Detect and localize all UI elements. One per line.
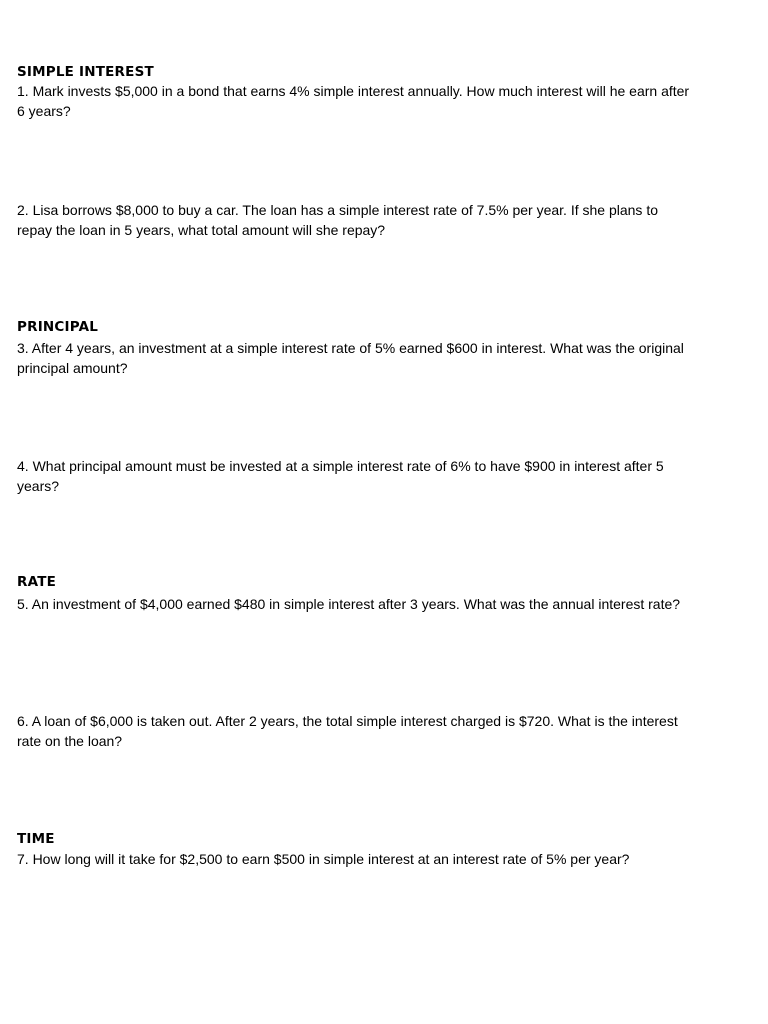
section-heading-simple-interest: SIMPLE INTEREST [17,64,154,80]
section-heading-rate: RATE [17,574,57,590]
question-3: 3. After 4 years, an investment at a simple interest rate of 5% earned $600 in interest. What was the original principal amount? [17,340,684,376]
section-heading-principal: PRINCIPAL [17,319,99,335]
question-2: 2. Lisa borrows $8,000 to buy a car. The loan has a simple interest rate of 7.5% per year. If she plans to repay the loan in 5 years, what total amount will she repay? [17,202,658,238]
question-5: 5. An investment of $4,000 earned $480 in simple interest after 3 years. What was the annual interest rate? [17,596,681,612]
question-4: 4. What principal amount must be invested at a simple interest rate of 6% to have $900 in interest after 5 years? [17,458,664,494]
section-heading-time: TIME [17,831,55,847]
question-6: 6. A loan of $6,000 is taken out. After 2 years, the total simple interest charged is $720. What is the interest rate on the loan? [17,713,678,749]
question-1: 1. Mark invests $5,000 in a bond that earns 4% simple interest annually. How much interest will he earn after 6 years? [17,83,690,119]
question-7: 7. How long will it take for $2,500 to earn $500 in simple interest at an interest rate of 5% per year? [17,851,630,867]
